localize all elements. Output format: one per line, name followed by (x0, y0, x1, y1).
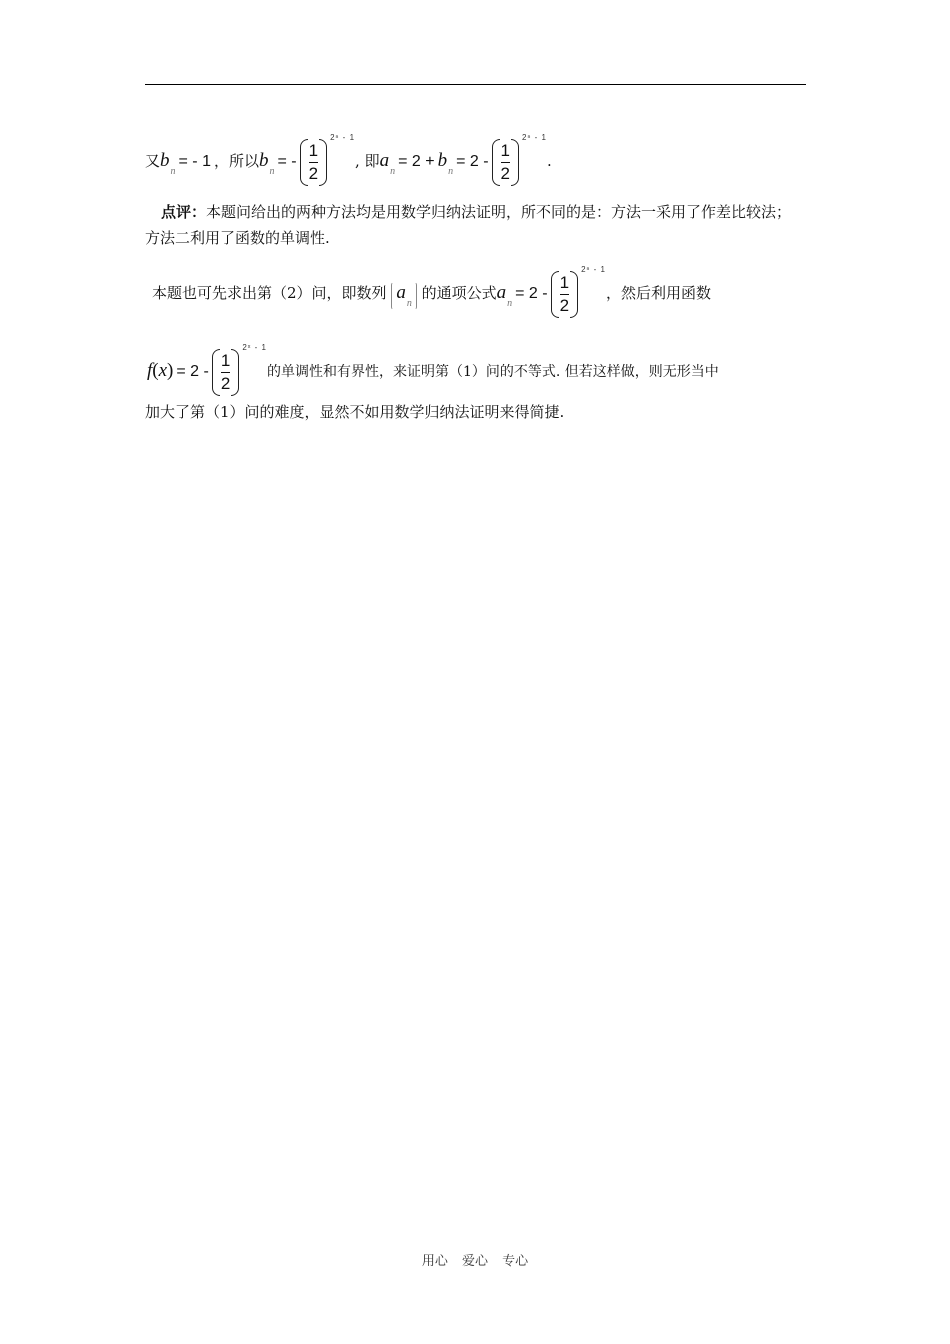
sub-n: n (507, 298, 513, 309)
eq-minus-one: = - 1 (178, 153, 211, 170)
var-a: a (496, 282, 507, 303)
sequence-a-n: $a_n$ (391, 282, 417, 310)
comment-text: 本题问给出的两种方法均是用数学归纳法证明，所不同的是：方法一采用了作差比较法；方法二利用了函数的单调性. (145, 203, 792, 247)
footer-aixin: 爱心 (461, 1254, 488, 1269)
sub-n: n (269, 166, 275, 177)
comment-paragraph (145, 199, 806, 251)
var-b: b (160, 150, 170, 171)
var-b: b (259, 150, 269, 171)
sub-n: n (170, 166, 176, 177)
exponent: 2ⁿ - 1 (581, 265, 606, 274)
footer-yongxin: 用心 (421, 1254, 448, 1269)
var-a: a (379, 150, 390, 171)
eq-two-minus: = 2 - (515, 285, 548, 302)
sub-n: n (390, 166, 396, 177)
comment-label: 点评： (161, 203, 207, 221)
text-suoyi: ，所以 (213, 152, 259, 170)
equation-line-1 (145, 134, 552, 184)
eq-two-plus: = 2 + (398, 153, 435, 170)
para2-text3: ，然后利用函数 (606, 284, 712, 302)
var-f: f (147, 360, 153, 381)
exponent: 2ⁿ - 1 (522, 133, 547, 142)
exponent: 2ˣ - 1 (242, 343, 267, 352)
para4-text: 加大了第（1）问的难度，显然不如用数学归纳法证明来得简捷. (145, 403, 565, 421)
paragraph-2 (152, 266, 711, 316)
footer-zhuanxin: 专心 (502, 1254, 529, 1269)
fraction-half: $\frac{1}{2}$ (551, 273, 578, 316)
exponent: 2ⁿ - 1 (330, 133, 356, 142)
para3-text: 的单调性和有界性，来证明第（1）问的不等式. 但若这样做，则无形当中 (266, 364, 719, 380)
paragraph-4 (145, 405, 564, 420)
fraction-half: $\frac{1}{2}$ (300, 141, 327, 184)
var-b: b (437, 150, 448, 171)
eq-two-minus: = 2 - (456, 153, 489, 170)
sub-n: n (448, 166, 454, 177)
paragraph-3: f(x) = 2 - $\frac{1}{2}$ $^{2ˣ - 1}$的单调性和有界性，来证明第（1）问的不等式. 但若这样做，则无形当中 (147, 343, 719, 393)
fraction-half: $\frac{1}{2}$ (212, 351, 239, 394)
eq-two-minus: = 2 - (176, 363, 209, 380)
var-x: x (158, 360, 168, 381)
para2-text1: 本题也可先求出第（2）问，即数列 (152, 284, 387, 302)
text-you: 又 (145, 152, 161, 170)
eq-minus: = - (277, 153, 297, 170)
para2-text2: 的通项公式 (421, 284, 497, 302)
fraction-half: $\frac{1}{2}$ (492, 141, 519, 184)
header-rule (145, 84, 806, 85)
text-ji: , 即 (355, 152, 380, 170)
period: . (546, 152, 552, 170)
page-footer (0, 1250, 950, 1269)
